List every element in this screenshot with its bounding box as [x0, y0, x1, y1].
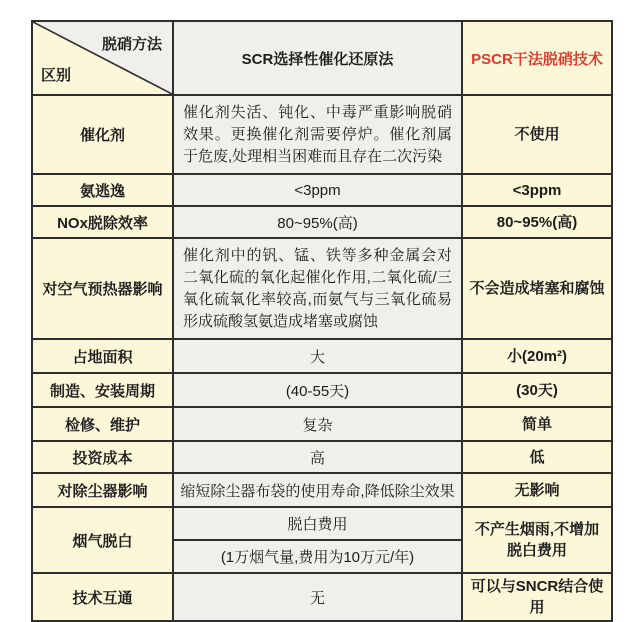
table-row-catalyst	[32, 95, 612, 174]
row-label-install-period: 制造、安装周期	[32, 373, 173, 407]
table-row-air-preheater	[32, 238, 612, 339]
table-row-install-period	[32, 373, 612, 407]
diagonal-header-cell	[32, 21, 173, 95]
table-row-maintenance	[32, 407, 612, 441]
row-label-maintenance: 检修、维护	[32, 407, 173, 441]
scr-value-whitening-cost-detail: (1万烟气量,费用为10万元/年)	[173, 540, 462, 573]
pscr-value-air-preheater: 不会造成堵塞和腐蚀	[462, 238, 612, 339]
table-row-nox-efficiency	[32, 206, 612, 238]
table-row-investment	[32, 441, 612, 473]
denitration-comparison-table	[31, 20, 613, 622]
scr-value-dust-collector: 缩短除尘器布袋的使用寿命,降低除尘效果	[173, 473, 462, 507]
scr-value-ammonia-slip: <3ppm	[173, 174, 462, 206]
table-row-flue-gas-whitening	[32, 507, 612, 540]
scr-column-header: SCR选择性催化还原法	[173, 21, 462, 95]
row-label-ammonia-slip: 氨逃逸	[32, 174, 173, 206]
pscr-value-catalyst: 不使用	[462, 95, 612, 174]
scr-value-catalyst: 催化剂失活、钝化、中毒严重影响脱硝效果。更换催化剂需要停炉。催化剂属于危废,处理相当困难而且存在二次污染	[173, 95, 462, 174]
scr-value-investment: 高	[173, 441, 462, 473]
table-row-ammonia-slip	[32, 174, 612, 206]
row-label-dust-collector: 对除尘器影响	[32, 473, 173, 507]
row-label-air-preheater: 对空气预热器影响	[32, 238, 173, 339]
scr-value-whitening-cost-title: 脱白费用	[173, 507, 462, 540]
pscr-value-flue-gas-whitening: 不产生烟雨,不增加脱白费用	[462, 507, 612, 573]
scr-value-nox-efficiency: 80~95%(高)	[173, 206, 462, 238]
row-label-nox-efficiency: NOx脱除效率	[32, 206, 173, 238]
row-label-tech-compat: 技术互通	[32, 573, 173, 621]
scr-value-tech-compat: 无	[173, 573, 462, 621]
pscr-column-header: PSCR干法脱硝技术	[462, 21, 612, 95]
pscr-value-install-period: (30天)	[462, 373, 612, 407]
comparison-table-wrapper	[31, 20, 613, 622]
row-label-investment: 投资成本	[32, 441, 173, 473]
table-row-tech-compat	[32, 573, 612, 621]
header-category-label: 区别	[41, 67, 72, 84]
pscr-value-ammonia-slip: <3ppm	[462, 174, 612, 206]
scr-value-air-preheater: 催化剂中的钒、锰、铁等多种金属会对二氧化硫的氧化起催化作用,二氧化硫/三氧化硫氧化率较高,而氨气与三氧化硫易形成硫酸氢氨造成堵塞或腐蚀	[173, 238, 462, 339]
table-row-dust-collector	[32, 473, 612, 507]
pscr-value-tech-compat: 可以与SNCR结合使用	[462, 573, 612, 621]
pscr-value-floor-area: 小(20m²)	[462, 339, 612, 373]
scr-value-maintenance: 复杂	[173, 407, 462, 441]
pscr-value-maintenance: 简单	[462, 407, 612, 441]
row-label-flue-gas-whitening: 烟气脱白	[32, 507, 173, 573]
pscr-value-dust-collector: 无影响	[462, 473, 612, 507]
scr-value-floor-area: 大	[173, 339, 462, 373]
pscr-value-investment: 低	[462, 441, 612, 473]
header-row	[32, 21, 612, 95]
scr-value-install-period: (40-55天)	[173, 373, 462, 407]
row-label-floor-area: 占地面积	[32, 339, 173, 373]
row-label-catalyst: 催化剂	[32, 95, 173, 174]
header-method-label: 脱硝方法	[101, 36, 162, 53]
pscr-value-nox-efficiency: 80~95%(高)	[462, 206, 612, 238]
table-row-floor-area	[32, 339, 612, 373]
